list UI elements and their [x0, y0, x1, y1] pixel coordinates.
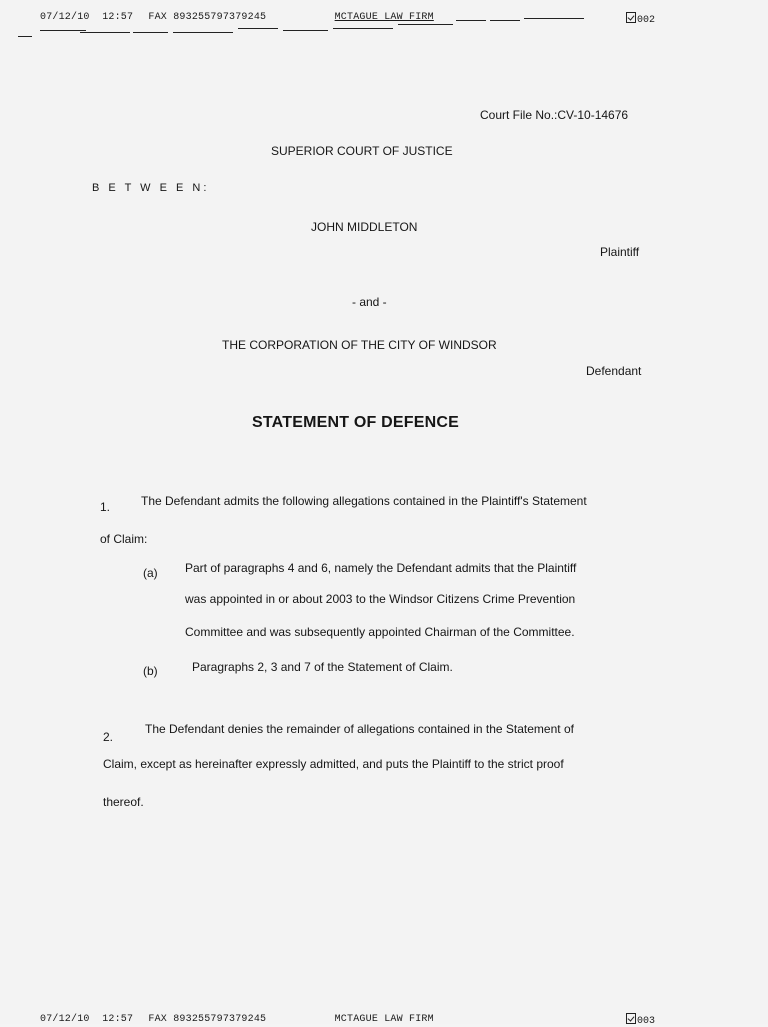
item-b-line-1: Paragraphs 2, 3 and 7 of the Statement of Claim. [192, 660, 453, 674]
fax-footer-number: FAX 893255797379245 [148, 1014, 267, 1025]
paragraph-2-line-3: thereof. [103, 795, 144, 809]
fax-header-time: 12:57 [102, 12, 134, 23]
plaintiff-name: JOHN MIDDLETON [311, 220, 418, 234]
document-title: STATEMENT OF DEFENCE [252, 414, 459, 431]
paragraph-2-line-1: The Defendant denies the remainder of allegations contained in the Statement of [145, 722, 574, 736]
fax-checkbox-icon [626, 1013, 636, 1024]
item-a-label: (a) [143, 566, 158, 580]
fax-header-rules [18, 30, 588, 38]
paragraph-2-line-2: Claim, except as hereinafter expressly admitted, and puts the Plaintiff to the strict proof [103, 757, 564, 771]
item-a-line-3: Committee and was subsequently appointed Chairman of the Committee. [185, 625, 575, 639]
fax-header-page [626, 12, 655, 26]
fax-footer-date: 07/12/10 [40, 1014, 90, 1025]
court-file-number: Court File No.:CV-10-14676 [480, 108, 629, 122]
item-b-label: (b) [143, 664, 158, 678]
plaintiff-role: Plaintiff [600, 245, 640, 259]
fax-header-number: FAX 893255797379245 [148, 12, 267, 23]
between-label: B E T W E E N: [92, 182, 210, 194]
paragraph-1-line-1: The Defendant admits the following allegations contained in the Plaintiff's Statement [141, 494, 587, 508]
fax-footer [40, 1014, 434, 1025]
paragraph-1-number: 1. [100, 500, 111, 514]
fax-header-date: 07/12/10 [40, 12, 90, 23]
defendant-role: Defendant [586, 364, 642, 378]
paragraph-2-number: 2. [103, 730, 114, 744]
fax-header [40, 12, 434, 23]
fax-footer-time: 12:57 [102, 1014, 134, 1025]
fax-footer-page [626, 1013, 655, 1027]
fax-footer-firm: MCTAGUE LAW FIRM [334, 1014, 434, 1025]
fax-header-page-number: 002 [637, 15, 656, 26]
item-a-line-2: was appointed in or about 2003 to the Windsor Citizens Crime Prevention [185, 592, 576, 606]
defendant-name: THE CORPORATION OF THE CITY OF WINDSOR [222, 338, 497, 352]
fax-footer-page-number: 003 [637, 1016, 656, 1027]
court-name: SUPERIOR COURT OF JUSTICE [271, 144, 453, 158]
fax-header-firm: MCTAGUE LAW FIRM [334, 12, 434, 23]
item-a-line-1: Part of paragraphs 4 and 6, namely the Defendant admits that the Plaintiff [185, 561, 577, 575]
and-separator: - and - [352, 295, 387, 309]
fax-checkbox-icon [626, 12, 636, 23]
paragraph-1-line-2: of Claim: [100, 532, 148, 546]
